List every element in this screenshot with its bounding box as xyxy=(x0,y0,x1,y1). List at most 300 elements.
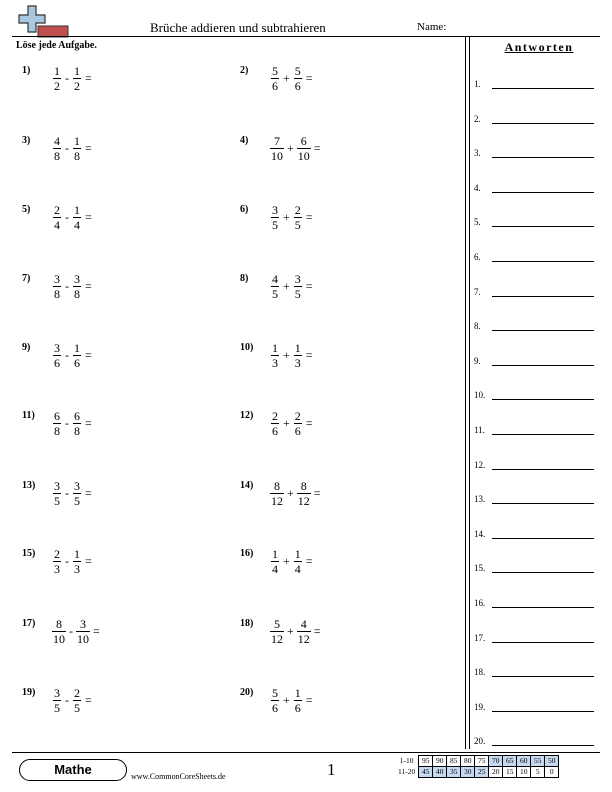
answer-blank[interactable] xyxy=(492,253,594,262)
answer-line[interactable] xyxy=(474,287,594,297)
numerator: 2 xyxy=(74,686,80,700)
answer-blank[interactable] xyxy=(492,322,594,331)
problem-number: 19) xyxy=(22,687,36,698)
problem-item xyxy=(240,686,313,715)
score-cell: 20 xyxy=(489,767,503,778)
score-table xyxy=(396,755,559,778)
fraction xyxy=(291,341,305,370)
denominator: 8 xyxy=(74,149,80,163)
fraction-expression xyxy=(50,547,92,576)
fraction xyxy=(291,272,305,301)
numerator: 5 xyxy=(272,64,278,78)
fraction-expression xyxy=(268,272,313,301)
equals-sign: = xyxy=(93,624,100,638)
problem-number: 8) xyxy=(240,273,249,284)
fraction xyxy=(268,547,282,576)
numerator: 6 xyxy=(74,409,80,423)
answer-blank[interactable] xyxy=(492,564,594,573)
denominator: 10 xyxy=(271,149,283,163)
denominator: 4 xyxy=(74,218,80,232)
problem-item xyxy=(22,686,92,715)
numerator: 1 xyxy=(294,686,301,700)
numerator: 1 xyxy=(74,547,80,561)
answer-line[interactable] xyxy=(474,321,594,331)
fraction xyxy=(50,409,64,438)
problem-item xyxy=(22,479,92,508)
answer-blank[interactable] xyxy=(492,288,594,297)
problem-item xyxy=(22,272,92,301)
problem-number: 20) xyxy=(240,687,254,698)
answer-blank[interactable] xyxy=(492,599,594,608)
answer-line[interactable] xyxy=(474,667,594,677)
score-range-label: 11-20 xyxy=(398,767,416,776)
denominator: 10 xyxy=(77,632,89,646)
score-cell: 55 xyxy=(531,756,545,767)
answer-number: 11. xyxy=(474,425,485,435)
problem-number: 12) xyxy=(240,410,254,421)
problem-item xyxy=(22,134,92,163)
numerator: 2 xyxy=(54,203,60,217)
answer-number: 2. xyxy=(474,113,481,124)
equals-sign: = xyxy=(305,279,313,293)
fraction xyxy=(50,547,64,576)
answer-line[interactable] xyxy=(474,356,594,366)
fraction xyxy=(291,547,305,576)
numerator: 3 xyxy=(294,272,301,286)
operator: + xyxy=(283,416,290,430)
numerator: 4 xyxy=(54,134,60,148)
numerator: 4 xyxy=(272,272,278,286)
score-row xyxy=(396,756,559,767)
answer-line[interactable] xyxy=(474,563,594,573)
score-cell: 45 xyxy=(419,767,433,778)
problem-item xyxy=(240,341,313,370)
answer-blank[interactable] xyxy=(492,703,594,712)
denominator: 5 xyxy=(54,494,60,508)
denominator: 10 xyxy=(53,632,65,646)
answer-blank[interactable] xyxy=(492,218,594,227)
fraction-expression xyxy=(50,409,92,438)
site-url: www.CommonCoreSheets.de xyxy=(131,772,226,781)
denominator: 3 xyxy=(74,562,80,576)
equals-sign: = xyxy=(305,210,313,224)
answer-line[interactable] xyxy=(474,633,594,643)
denominator: 4 xyxy=(272,562,278,576)
fraction xyxy=(50,203,64,232)
fraction xyxy=(70,203,84,232)
operator: - xyxy=(65,141,69,155)
score-cell: 30 xyxy=(461,767,475,778)
denominator: 12 xyxy=(271,632,283,646)
answer-line[interactable] xyxy=(474,79,594,89)
fraction xyxy=(70,479,84,508)
denominator: 5 xyxy=(272,287,278,301)
score-cell: 25 xyxy=(475,767,489,778)
denominator: 6 xyxy=(294,79,301,93)
score-cell: 75 xyxy=(475,756,489,767)
operator: - xyxy=(65,279,69,293)
numerator: 1 xyxy=(74,341,80,355)
fraction-expression xyxy=(268,341,313,370)
answer-number: 15. xyxy=(474,563,486,574)
equals-sign: = xyxy=(85,210,92,224)
operator: + xyxy=(283,693,290,707)
denominator: 2 xyxy=(74,79,80,93)
page-number: 1 xyxy=(327,760,336,779)
fraction-expression xyxy=(50,64,92,93)
denominator: 8 xyxy=(54,287,60,301)
problem-number: 18) xyxy=(240,618,254,629)
problem-number: 4) xyxy=(240,135,249,146)
numerator: 7 xyxy=(274,134,280,148)
answer-blank[interactable] xyxy=(492,634,594,643)
denominator: 3 xyxy=(294,356,301,370)
fraction-expression xyxy=(50,203,92,232)
operator: + xyxy=(283,71,290,85)
fraction xyxy=(50,686,64,715)
problem-item xyxy=(22,547,92,576)
answer-blank[interactable] xyxy=(492,391,594,400)
answer-line[interactable] xyxy=(474,148,594,158)
answer-line[interactable] xyxy=(474,425,594,435)
answer-line[interactable] xyxy=(474,390,594,400)
answer-blank[interactable] xyxy=(492,737,594,746)
header-divider xyxy=(12,36,600,37)
denominator: 6 xyxy=(272,701,278,715)
answer-blank[interactable] xyxy=(492,149,594,158)
answer-blank[interactable] xyxy=(492,357,594,366)
plus-icon xyxy=(14,4,70,38)
column-divider xyxy=(469,37,470,749)
problem-item xyxy=(240,617,321,646)
answer-number: 9. xyxy=(474,355,481,366)
answer-line[interactable] xyxy=(474,252,594,262)
equals-sign: = xyxy=(85,279,92,293)
answer-line[interactable] xyxy=(474,460,594,470)
fraction xyxy=(70,686,84,715)
score-range-label: 1-10 xyxy=(399,756,414,765)
fraction xyxy=(70,134,84,163)
answer-blank[interactable] xyxy=(492,530,594,539)
answer-line[interactable] xyxy=(474,529,594,539)
answer-number: 19. xyxy=(474,701,486,712)
problem-item xyxy=(240,272,313,301)
denominator: 5 xyxy=(294,218,301,232)
fraction xyxy=(268,64,282,93)
denominator: 5 xyxy=(294,287,301,301)
page-title: Brüche addieren und subtrahieren xyxy=(150,20,326,35)
fraction-expression xyxy=(50,479,92,508)
denominator: 3 xyxy=(54,562,60,576)
answer-number: 18. xyxy=(474,667,486,678)
answer-number: 8. xyxy=(474,321,481,332)
equals-sign: = xyxy=(85,693,92,707)
denominator: 8 xyxy=(54,149,60,163)
fraction xyxy=(70,409,84,438)
operator: + xyxy=(283,210,290,224)
numerator: 3 xyxy=(54,341,60,355)
answer-number: 16. xyxy=(474,598,486,608)
answer-number: 14. xyxy=(474,528,486,539)
operator: - xyxy=(69,624,73,638)
answer-number: 5. xyxy=(474,217,481,228)
problem-number: 9) xyxy=(22,342,31,353)
denominator: 6 xyxy=(272,424,278,438)
answer-blank[interactable] xyxy=(492,80,594,89)
problem-number: 6) xyxy=(240,204,249,215)
column-divider xyxy=(465,37,466,749)
numerator: 3 xyxy=(74,479,80,493)
numerator: 2 xyxy=(294,203,301,217)
score-cell: 60 xyxy=(517,756,531,767)
fraction xyxy=(291,409,305,438)
score-cell: 35 xyxy=(447,767,461,778)
numerator: 1 xyxy=(74,203,80,217)
operator: + xyxy=(287,141,294,155)
fraction xyxy=(268,479,286,508)
answer-line[interactable] xyxy=(474,217,594,227)
fraction xyxy=(50,341,64,370)
answer-line[interactable] xyxy=(474,736,594,746)
answer-number: 13. xyxy=(474,494,486,505)
fraction-expression xyxy=(50,134,92,163)
fraction xyxy=(291,686,305,715)
operator: + xyxy=(283,348,290,362)
operator: + xyxy=(287,486,294,500)
problem-item xyxy=(240,409,313,438)
denominator: 5 xyxy=(74,701,80,715)
problem-number: 13) xyxy=(22,480,36,491)
answer-number: 6. xyxy=(474,252,481,262)
operator: - xyxy=(65,486,69,500)
score-cell: 85 xyxy=(447,756,461,767)
numerator: 2 xyxy=(294,409,301,423)
problem-number: 11) xyxy=(22,410,35,421)
numerator: 3 xyxy=(272,203,278,217)
numerator: 5 xyxy=(294,64,301,78)
denominator: 12 xyxy=(297,632,310,646)
fraction xyxy=(70,272,84,301)
fraction xyxy=(50,64,64,93)
answer-blank[interactable] xyxy=(492,461,594,470)
denominator: 5 xyxy=(54,701,60,715)
score-cell: 40 xyxy=(433,767,447,778)
equals-sign: = xyxy=(305,554,313,568)
fraction xyxy=(268,686,282,715)
operator: - xyxy=(65,554,69,568)
fraction-expression xyxy=(268,547,313,576)
numerator: 3 xyxy=(54,686,60,700)
operator: + xyxy=(283,554,290,568)
equals-sign: = xyxy=(85,348,92,362)
equals-sign: = xyxy=(85,71,92,85)
numerator: 1 xyxy=(54,64,60,78)
problem-number: 15) xyxy=(22,548,36,559)
problem-number: 17) xyxy=(22,618,36,629)
numerator: 6 xyxy=(54,409,60,423)
answer-blank[interactable] xyxy=(492,426,594,435)
answer-number: 17. xyxy=(474,632,486,643)
score-cell: 65 xyxy=(503,756,517,767)
equals-sign: = xyxy=(305,348,313,362)
problem-item xyxy=(22,617,100,646)
answer-line[interactable] xyxy=(474,702,594,712)
fraction xyxy=(268,409,282,438)
answer-line[interactable] xyxy=(474,183,594,193)
fraction xyxy=(291,203,305,232)
fraction-expression xyxy=(268,479,321,508)
problem-number: 10) xyxy=(240,342,254,353)
operator: - xyxy=(65,210,69,224)
problem-item xyxy=(22,341,92,370)
operator: - xyxy=(65,71,69,85)
operator: - xyxy=(65,693,69,707)
fraction xyxy=(70,341,84,370)
fraction-expression xyxy=(268,64,313,93)
numerator: 3 xyxy=(54,479,60,493)
problem-item xyxy=(240,547,313,576)
numerator: 1 xyxy=(294,547,301,561)
denominator: 6 xyxy=(294,424,301,438)
score-cell: 90 xyxy=(433,756,447,767)
denominator: 12 xyxy=(271,494,283,508)
score-cell: 50 xyxy=(545,756,559,767)
problem-number: 2) xyxy=(240,65,249,76)
fraction-expression xyxy=(268,409,313,438)
fraction xyxy=(50,479,64,508)
denominator: 8 xyxy=(74,424,80,438)
denominator: 12 xyxy=(297,494,310,508)
answer-number: 20. xyxy=(474,736,486,747)
denominator: 8 xyxy=(74,287,80,301)
score-cell: 95 xyxy=(419,756,433,767)
answer-blank[interactable] xyxy=(492,495,594,504)
footer-divider xyxy=(12,752,600,753)
answer-number: 7. xyxy=(474,286,481,297)
problem-number: 1) xyxy=(22,65,31,76)
fraction xyxy=(291,64,305,93)
fraction-expression xyxy=(268,617,321,646)
denominator: 8 xyxy=(54,424,60,438)
answer-line[interactable] xyxy=(474,494,594,504)
numerator: 1 xyxy=(272,547,278,561)
equals-sign: = xyxy=(313,624,321,638)
score-row xyxy=(396,767,559,778)
denominator: 5 xyxy=(74,494,80,508)
fraction-expression xyxy=(50,617,100,646)
numerator: 5 xyxy=(274,617,280,631)
denominator: 6 xyxy=(54,356,60,370)
problem-item xyxy=(22,409,92,438)
equals-sign: = xyxy=(85,141,92,155)
answer-line[interactable] xyxy=(474,114,594,124)
answer-number: 3. xyxy=(474,148,481,159)
operator: + xyxy=(287,624,294,638)
answers-title: Antworten xyxy=(504,40,574,54)
numerator: 4 xyxy=(300,617,307,631)
answer-number: 1. xyxy=(474,79,481,89)
denominator: 6 xyxy=(272,79,278,93)
fraction-expression xyxy=(268,134,321,163)
numerator: 8 xyxy=(56,617,62,631)
problem-number: 16) xyxy=(240,548,254,559)
fraction xyxy=(268,134,286,163)
operator: + xyxy=(283,279,290,293)
denominator: 5 xyxy=(272,218,278,232)
fraction xyxy=(295,479,313,508)
fraction xyxy=(70,64,84,93)
answer-line[interactable] xyxy=(474,598,594,608)
denominator: 3 xyxy=(272,356,278,370)
fraction-expression xyxy=(50,341,92,370)
numerator: 5 xyxy=(272,686,278,700)
equals-sign: = xyxy=(313,486,321,500)
denominator: 4 xyxy=(54,218,60,232)
score-cell: 80 xyxy=(461,756,475,767)
fraction xyxy=(268,617,286,646)
fraction xyxy=(268,272,282,301)
numerator: 1 xyxy=(74,134,80,148)
fraction xyxy=(74,617,92,646)
denominator: 4 xyxy=(294,562,301,576)
denominator: 6 xyxy=(74,356,80,370)
problem-number: 14) xyxy=(240,480,254,491)
answer-blank[interactable] xyxy=(492,668,594,677)
problem-item xyxy=(240,479,321,508)
answer-number: 10. xyxy=(474,390,486,401)
fraction xyxy=(268,341,282,370)
answer-blank[interactable] xyxy=(492,115,594,124)
fraction-expression xyxy=(268,686,313,715)
fraction xyxy=(70,547,84,576)
score-cell: 15 xyxy=(503,767,517,778)
problem-number: 5) xyxy=(22,204,31,215)
problem-number: 7) xyxy=(22,273,31,284)
numerator: 8 xyxy=(274,479,280,493)
numerator: 3 xyxy=(80,617,86,631)
fraction xyxy=(50,617,68,646)
numerator: 8 xyxy=(300,479,307,493)
score-cell: 5 xyxy=(531,767,545,778)
numerator: 2 xyxy=(272,409,278,423)
problem-item xyxy=(22,203,92,232)
numerator: 1 xyxy=(272,341,278,355)
answer-blank[interactable] xyxy=(492,184,594,193)
score-cell: 0 xyxy=(545,767,559,778)
numerator: 1 xyxy=(74,64,80,78)
score-cell: 10 xyxy=(517,767,531,778)
equals-sign: = xyxy=(305,416,313,430)
fraction xyxy=(50,134,64,163)
numerator: 6 xyxy=(300,134,307,148)
numerator: 2 xyxy=(54,547,60,561)
fraction-expression xyxy=(268,203,313,232)
fraction xyxy=(268,203,282,232)
problem-item xyxy=(22,64,92,93)
numerator: 1 xyxy=(294,341,301,355)
equals-sign: = xyxy=(85,416,92,430)
operator: - xyxy=(65,416,69,430)
problem-item xyxy=(240,64,313,93)
answer-number: 12. xyxy=(474,459,486,470)
problem-item xyxy=(240,203,313,232)
operator: - xyxy=(65,348,69,362)
fraction xyxy=(295,617,313,646)
subject-badge: Mathe xyxy=(19,759,127,781)
problem-number: 3) xyxy=(22,135,31,146)
fraction xyxy=(295,134,313,163)
name-label: Name: xyxy=(417,21,447,33)
